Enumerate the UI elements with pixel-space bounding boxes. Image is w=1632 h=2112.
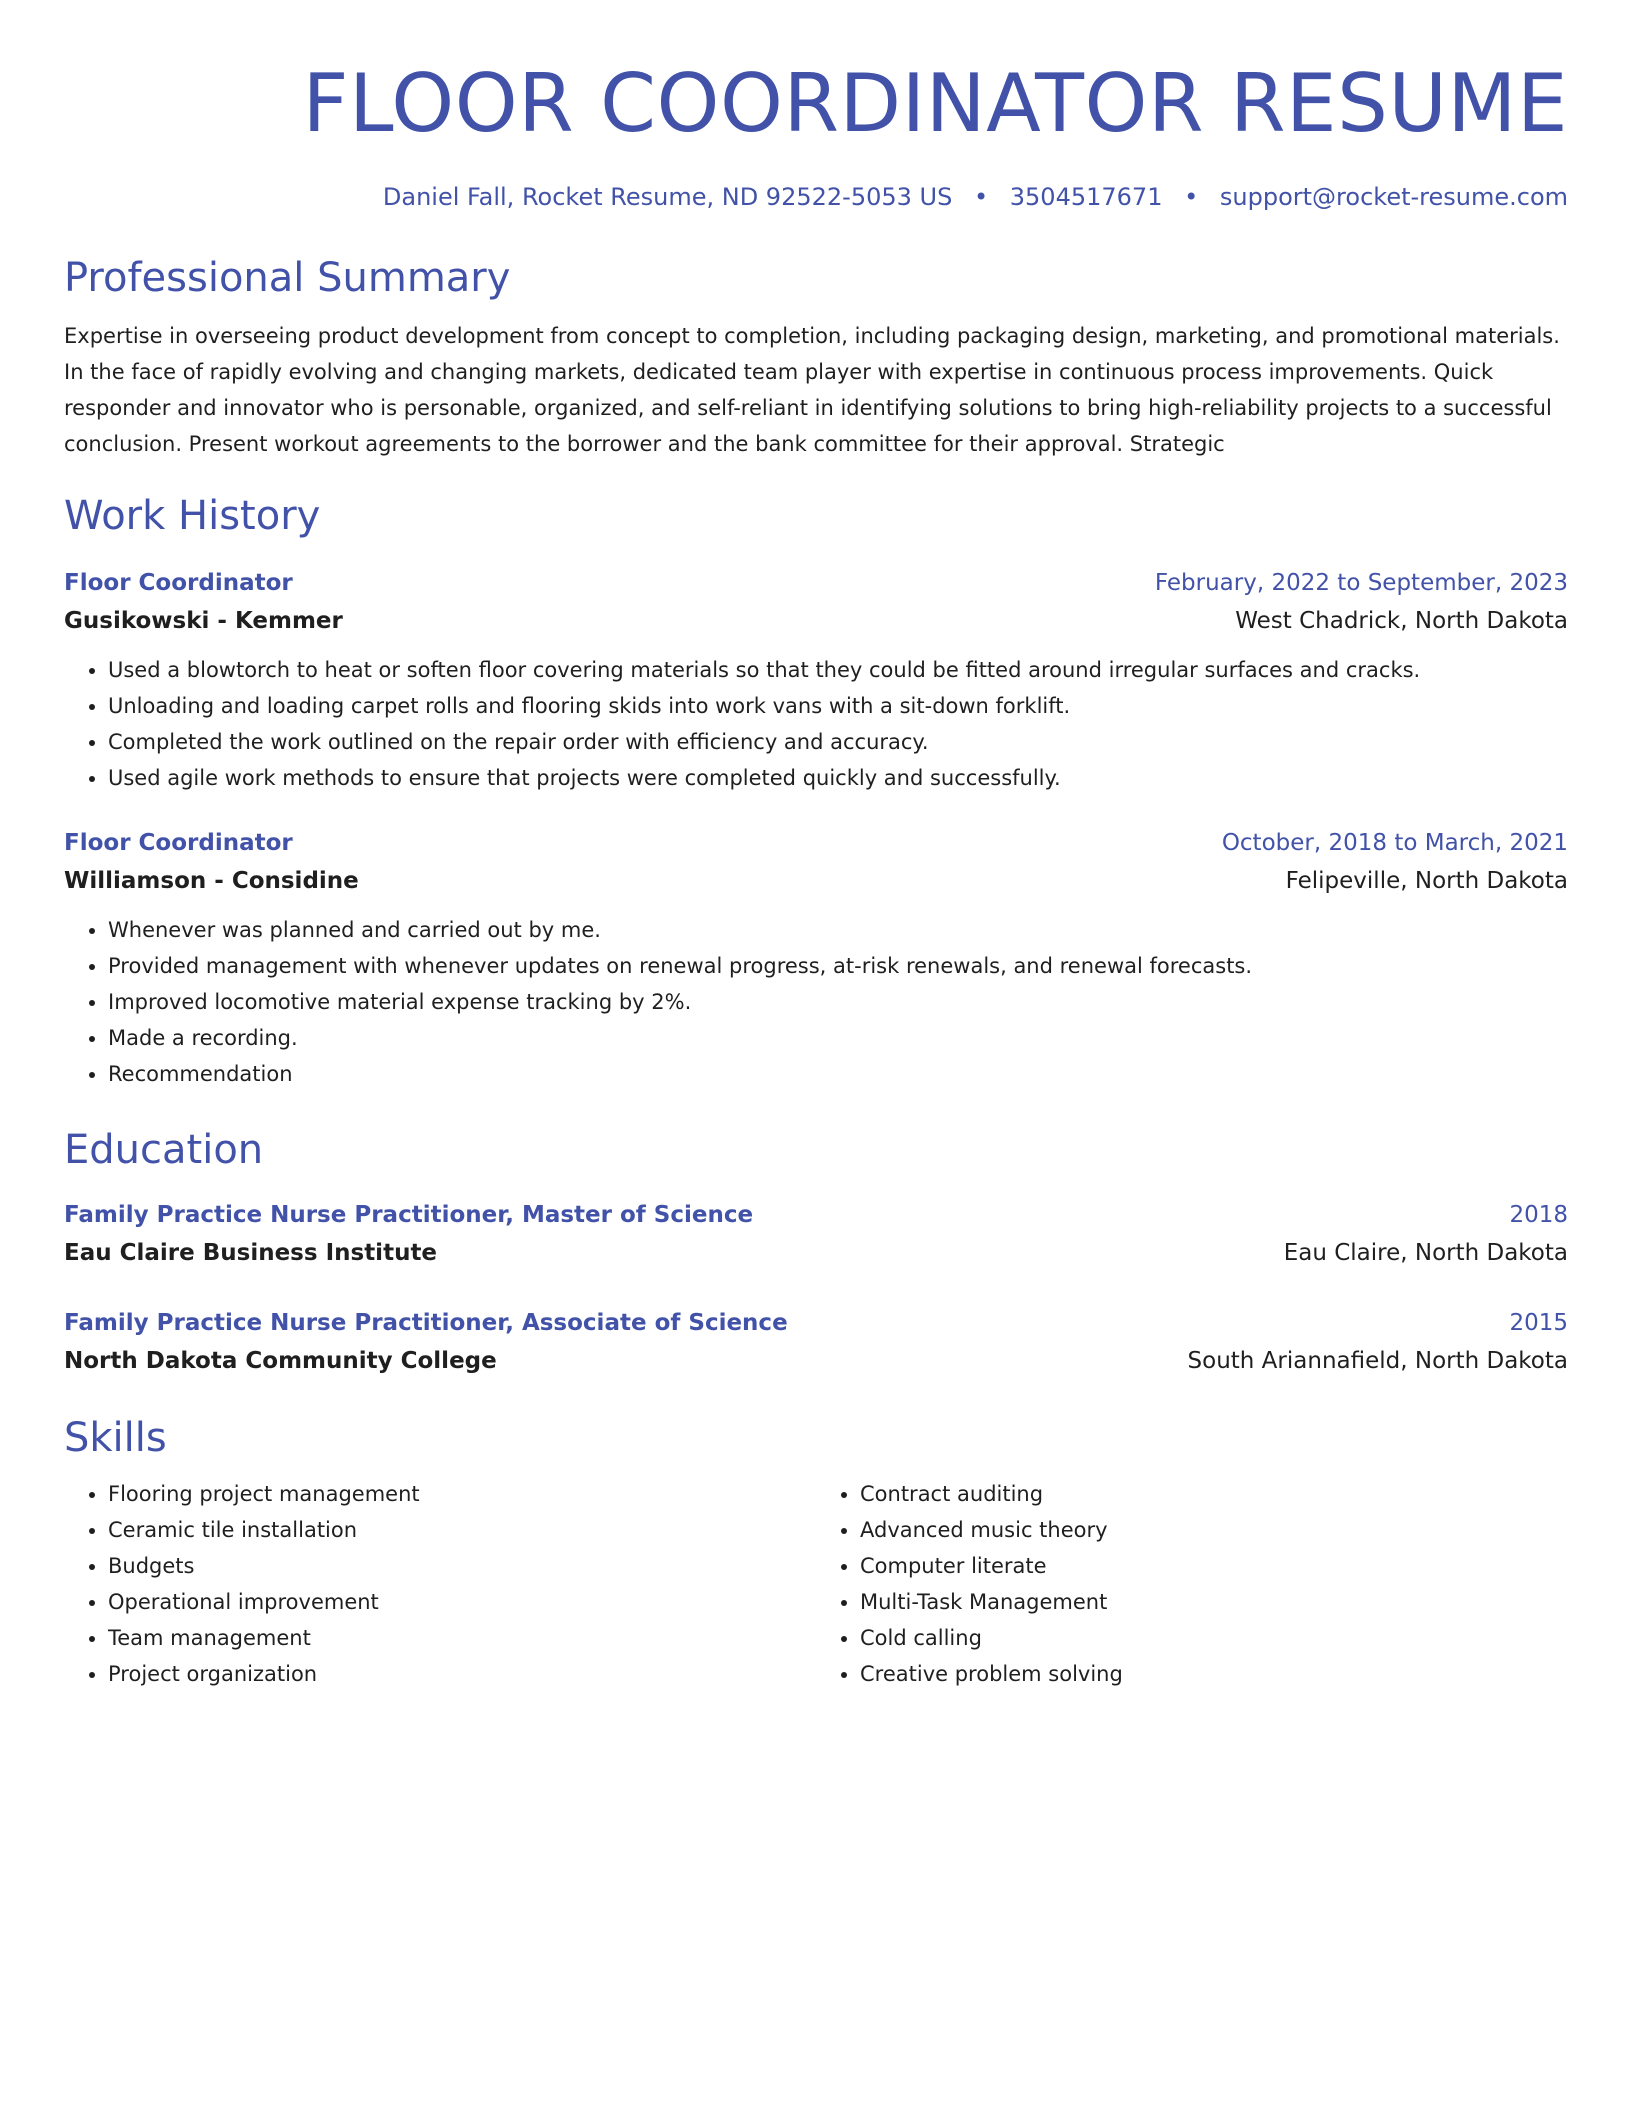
- job-bullet: • Completed the work outlined on the repair order with efficiency and accuracy.: [108, 724, 1568, 760]
- contact-email: support@rocket-resume.com: [1219, 183, 1568, 211]
- skill-item: • Multi-Task Management: [860, 1584, 1568, 1620]
- resume-title: FLOOR COORDINATOR RESUME: [302, 57, 1568, 150]
- skill-item: • Creative problem solving: [860, 1656, 1568, 1692]
- job-bullets: [64, 912, 1568, 1092]
- job-company: Williamson - Considine: [64, 868, 359, 894]
- education-school-row: [64, 1234, 1568, 1272]
- job-bullet: • Used a blowtorch to heat or soften floor covering materials so that they could be fitted around irregular surfaces and cracks.: [108, 652, 1568, 688]
- skill-item: • Budgets: [108, 1548, 816, 1584]
- education-header-row: [64, 1196, 1568, 1234]
- education-entry: [64, 1196, 1568, 1272]
- skills-list-left: [64, 1476, 816, 1692]
- education-header-row: [64, 1304, 1568, 1342]
- skills-section: [64, 1410, 1568, 1692]
- job-role: Floor Coordinator: [64, 830, 293, 856]
- skill-item: • Contract auditing: [860, 1476, 1568, 1512]
- contact-line: [64, 180, 1568, 214]
- education-heading: Education: [64, 1127, 264, 1173]
- job-bullet: • Made a recording.: [108, 1020, 1568, 1056]
- contact-separator: •: [1184, 183, 1199, 211]
- resume-header: [64, 0, 1568, 214]
- job-location: Felipeville, North Dakota: [1285, 868, 1568, 894]
- job-company-row: [64, 862, 1568, 900]
- education-year: 2018: [1509, 1202, 1568, 1228]
- summary-heading: Professional Summary: [64, 255, 511, 301]
- contact-address: Daniel Fall, Rocket Resume, ND 92522-5053 US: [382, 183, 953, 211]
- education-entry: [64, 1304, 1568, 1380]
- job-dates: October, 2018 to March, 2021: [1221, 830, 1568, 856]
- contact-separator: •: [973, 183, 989, 211]
- work-history-heading: Work History: [64, 493, 321, 539]
- skill-item: • Operational improvement: [108, 1584, 816, 1620]
- skill-item: • Advanced music theory: [860, 1512, 1568, 1548]
- education-year: 2015: [1509, 1310, 1568, 1336]
- job-company: Gusikowski - Kemmer: [64, 608, 343, 634]
- education-section: [64, 1122, 1568, 1380]
- job-bullet: • Recommendation: [108, 1056, 1568, 1092]
- skill-item: • Computer literate: [860, 1548, 1568, 1584]
- job-bullet: • Used agile work methods to ensure that projects were completed quickly and successfully.: [108, 760, 1568, 796]
- job-header-row: [64, 824, 1568, 862]
- job-role: Floor Coordinator: [64, 570, 293, 596]
- education-school: North Dakota Community College: [64, 1348, 497, 1374]
- skill-item: • Team management: [108, 1620, 816, 1656]
- contact-phone: 3504517671: [1009, 183, 1163, 211]
- job-company-row: [64, 602, 1568, 640]
- job-bullet: • Improved locomotive material expense tracking by 2%.: [108, 984, 1568, 1020]
- skill-item: • Project organization: [108, 1656, 816, 1692]
- education-location: Eau Claire, North Dakota: [1283, 1240, 1568, 1266]
- work-history-section: [64, 488, 1568, 1092]
- skills-columns: [64, 1476, 1568, 1692]
- education-location: South Ariannafield, North Dakota: [1187, 1348, 1568, 1374]
- education-degree: Family Practice Nurse Practitioner, Master of Science: [64, 1202, 754, 1228]
- summary-section: [64, 250, 1568, 462]
- skills-list-right: [816, 1476, 1568, 1692]
- education-school: Eau Claire Business Institute: [64, 1240, 438, 1266]
- job-bullet: • Unloading and loading carpet rolls and flooring skids into work vans with a sit-down forklift.: [108, 688, 1568, 724]
- summary-text: Expertise in overseeing product development from concept to completion, including packaging design, marketing, and promotional materials. In the face of rapidly evolving and changing markets, dedicated team player with expertise in continuous process improvements. Quick responder and innovator who is personable, organized, and self-reliant in identifying solutions to bring high-reliability projects to a successful conclusion. Present workout agreements to the borrower and the bank committee for their approval. Strategic: [64, 324, 1560, 456]
- job-bullet: • Whenever was planned and carried out by me.: [108, 912, 1568, 948]
- skill-item: • Ceramic tile installation: [108, 1512, 816, 1548]
- skill-item: • Cold calling: [860, 1620, 1568, 1656]
- education-school-row: [64, 1342, 1568, 1380]
- education-degree: Family Practice Nurse Practitioner, Associate of Science: [64, 1310, 788, 1336]
- job-entry: [64, 564, 1568, 796]
- skill-item: • Flooring project management: [108, 1476, 816, 1512]
- job-dates: February, 2022 to September, 2023: [1154, 570, 1568, 596]
- skills-heading: Skills: [64, 1415, 167, 1461]
- job-location: West Chadrick, North Dakota: [1235, 608, 1568, 634]
- job-bullet: • Provided management with whenever updates on renewal progress, at-risk renewals, and renewal forecasts.: [108, 948, 1568, 984]
- job-bullets: [64, 652, 1568, 796]
- job-header-row: [64, 564, 1568, 602]
- job-entry: [64, 824, 1568, 1092]
